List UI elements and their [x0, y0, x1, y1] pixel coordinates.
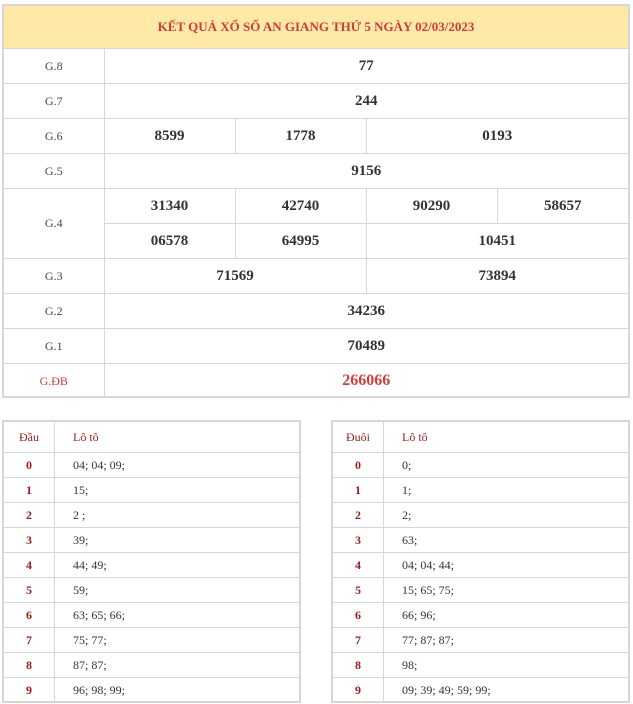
prize-number: 64995	[235, 224, 366, 259]
loto-key: 4	[333, 553, 384, 578]
prize-row-g1	[4, 329, 628, 364]
prize-number: 1778	[235, 119, 366, 154]
loto-key: 2	[333, 503, 384, 528]
loto-row	[333, 553, 628, 578]
loto-row	[4, 578, 299, 603]
prize-label-special: G.ĐB	[4, 364, 104, 399]
prize-label: G.3	[4, 259, 104, 294]
header-duoi: Đuôi	[333, 422, 384, 453]
loto-key: 1	[4, 478, 55, 503]
loto-values: 77; 87; 87;	[384, 628, 629, 653]
prize-label: G.1	[4, 329, 104, 364]
prize-number: 06578	[104, 224, 235, 259]
prize-number: 42740	[235, 189, 366, 224]
loto-values: 04; 04; 44;	[384, 553, 629, 578]
loto-key: 5	[333, 578, 384, 603]
loto-row	[333, 628, 628, 653]
prize-row-g8	[4, 49, 628, 84]
loto-values: 1;	[384, 478, 629, 503]
prize-number: 58657	[497, 189, 628, 224]
prize-number: 10451	[366, 224, 628, 259]
loto-row	[4, 678, 299, 703]
loto-row	[4, 553, 299, 578]
loto-key: 5	[4, 578, 55, 603]
prize-number: 8599	[104, 119, 235, 154]
prize-number: 77	[104, 49, 628, 84]
prize-table	[4, 49, 628, 398]
loto-key: 3	[4, 528, 55, 553]
loto-row	[333, 603, 628, 628]
prize-label: G.2	[4, 294, 104, 329]
loto-key: 4	[4, 553, 55, 578]
prize-number: 0193	[366, 119, 628, 154]
prize-row-gdb	[4, 364, 628, 399]
loto-dau-table	[2, 420, 301, 703]
loto-duoi-table	[331, 420, 630, 703]
prize-row-g6	[4, 119, 628, 154]
loto-key: 8	[333, 653, 384, 678]
loto-values: 63; 65; 66;	[55, 603, 300, 628]
header-loto: Lô tô	[55, 422, 300, 453]
loto-row	[4, 628, 299, 653]
prize-row-g5	[4, 154, 628, 189]
loto-header	[333, 422, 628, 453]
prize-number: 90290	[366, 189, 497, 224]
loto-header	[4, 422, 299, 453]
loto-values: 63;	[384, 528, 629, 553]
loto-key: 9	[4, 678, 55, 703]
loto-values: 39;	[55, 528, 300, 553]
loto-values: 75; 77;	[55, 628, 300, 653]
loto-row	[4, 603, 299, 628]
loto-values: 15; 65; 75;	[384, 578, 629, 603]
loto-row	[4, 528, 299, 553]
prize-label: G.8	[4, 49, 104, 84]
loto-row	[333, 653, 628, 678]
prize-label: G.5	[4, 154, 104, 189]
loto-values: 04; 04; 09;	[55, 453, 300, 478]
loto-values: 44; 49;	[55, 553, 300, 578]
header-dau: Đầu	[4, 422, 55, 453]
loto-row	[333, 678, 628, 703]
prize-row-g7	[4, 84, 628, 119]
loto-values: 09; 39; 49; 59; 99;	[402, 682, 491, 697]
prize-row-g3	[4, 259, 628, 294]
loto-values: 96; 98; 99;	[73, 682, 126, 697]
loto-values: 2 ;	[55, 503, 300, 528]
loto-values: 59;	[55, 578, 300, 603]
prize-label: G.6	[4, 119, 104, 154]
loto-row	[4, 478, 299, 503]
special-prize-number: 266066	[104, 364, 628, 399]
loto-values: 15;	[55, 478, 300, 503]
loto-key: 9	[333, 678, 384, 703]
loto-key: 3	[333, 528, 384, 553]
loto-key: 2	[4, 503, 55, 528]
loto-row	[4, 453, 299, 478]
prize-number: 9156	[104, 154, 628, 189]
prize-number: 71569	[104, 259, 366, 294]
loto-values: 0;	[384, 453, 629, 478]
prize-number: 34236	[104, 294, 628, 329]
prize-number: 244	[104, 84, 628, 119]
loto-key: 6	[333, 603, 384, 628]
loto-values: 66; 96;	[384, 603, 629, 628]
prize-label: G.7	[4, 84, 104, 119]
prize-row-g2	[4, 294, 628, 329]
loto-row	[4, 653, 299, 678]
loto-key: 6	[4, 603, 55, 628]
loto-key: 1	[333, 478, 384, 503]
loto-values: 87; 87;	[55, 653, 300, 678]
loto-key: 0	[333, 453, 384, 478]
loto-row	[333, 453, 628, 478]
results-title: KẾT QUẢ XỔ SỐ AN GIANG THỨ 5 NGÀY 02/03/2023	[4, 6, 628, 49]
loto-key: 0	[4, 453, 55, 478]
loto-row	[333, 528, 628, 553]
loto-key: 8	[4, 653, 55, 678]
prize-label: G.4	[4, 189, 104, 259]
loto-key: 7	[4, 628, 55, 653]
loto-values: 2;	[384, 503, 629, 528]
loto-row	[4, 503, 299, 528]
loto-row	[333, 578, 628, 603]
loto-values: 98;	[384, 653, 629, 678]
prize-row-g4	[4, 189, 628, 224]
prize-number: 73894	[366, 259, 628, 294]
prize-number: 70489	[104, 329, 628, 364]
header-loto: Lô tô	[384, 422, 629, 453]
loto-row	[333, 478, 628, 503]
loto-row	[333, 503, 628, 528]
loto-key: 7	[333, 628, 384, 653]
prize-number: 31340	[104, 189, 235, 224]
results-table	[2, 4, 630, 398]
